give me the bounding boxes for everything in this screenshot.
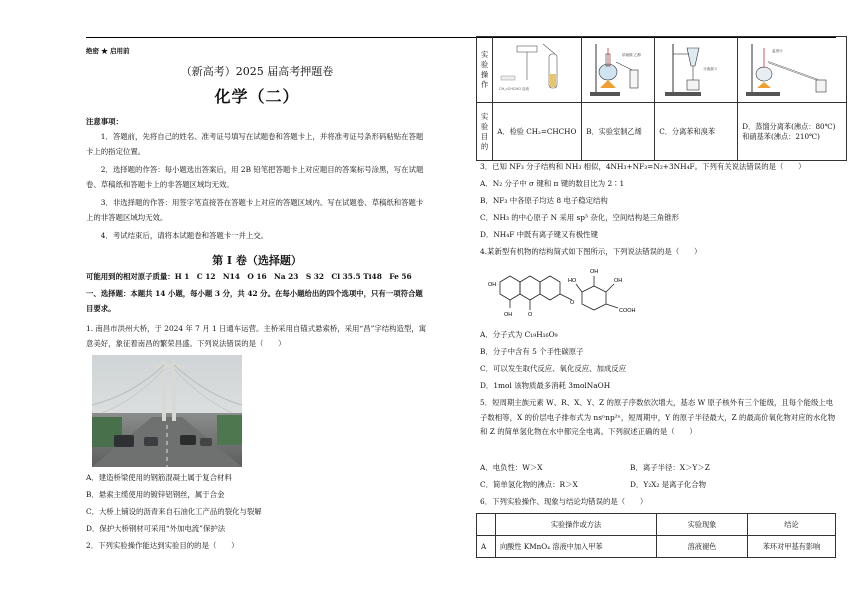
exam-title: （新高考）2025 届高考押题卷 xyxy=(180,65,334,78)
q5-option-b: B．离子半径：X＞Y＞Z xyxy=(630,463,710,472)
q6-header-phenomenon: 实验现象 xyxy=(657,514,748,536)
q4-label-oh-2: OH xyxy=(590,269,599,275)
q4-option-a: A．分子式为 C₁₉H₁₆O₉ xyxy=(480,330,558,339)
q6-header-conclusion: 结论 xyxy=(748,514,836,536)
q5-options-row2 xyxy=(480,478,836,493)
q6-header-blank xyxy=(477,514,496,536)
note-item-1: 1．答题前，先将自己的姓名、准考证号填写在试题卷和答题卡上，并将准考证号条形码粘贴在答题卡上的指定位置。 xyxy=(86,132,424,156)
q5-option-a: A．电负性：W＞X xyxy=(480,463,543,472)
q6-row-a-op: 向酸性 KMnO₄ 溶液中加入甲苯 xyxy=(496,536,657,558)
q1-option-c: C．大桥上铺设的沥青来自石油化工产品的裂化与裂解 xyxy=(86,507,262,516)
secret-mark: 绝密 ★ 启用前 xyxy=(86,47,130,55)
section-instructions: 一、选择题：本题共 14 小题，每小题 3 分，共 42 分。在每小题给出的四个选项中，只有一项符合题目要求。 xyxy=(86,289,423,313)
q4-label-oh-1: OH xyxy=(504,312,513,318)
q1-option-a: A．建造桥梁使用的钢筋混凝土属于复合材料 xyxy=(86,473,232,482)
q1-stem: 1. 南昌市洪州大桥，于 2024 年 7 月 1 日通车运营。主桥采用自锚式悬索桥，采用“昌”字结构造型，寓意美好，象征着南昌的繁荣昌盛。下列说法错误的是（ ） xyxy=(86,324,427,348)
q2-experiment-table xyxy=(476,36,847,161)
q4-label-o-2: O xyxy=(570,300,575,306)
q1-option-d: D．保护大桥钢材可采用“外加电流”保护法 xyxy=(86,524,226,533)
q4-label-oh-3: OH xyxy=(614,278,623,284)
atomic-masses: 可能用到的相对原子质量：H 1 C 12 N14 O 16 Na 23 S 32 Cl 35.5 Ti48 Fe 56 xyxy=(86,272,412,281)
q6-header-op: 实验操作或方法 xyxy=(496,514,657,536)
q4-option-d: D．1mol 该物质最多消耗 3molNaOH xyxy=(480,381,611,390)
q5-options-row1 xyxy=(480,461,836,476)
q6-row-a-conclusion: 苯环对甲基有影响 xyxy=(748,536,836,558)
q2-goal-a: A．检验 CH₂=CHCHO xyxy=(493,103,582,161)
note-item-2: 2．选择题的作答：每小题选出答案后，用 2B 铅笔把答题卡上对应题目的答案标号涂黑，写在试题卷、草稿纸和答题卡上的非答题区域均无效。 xyxy=(86,165,424,189)
section-title: 第 I 卷（选择题） xyxy=(212,254,302,267)
q2-goal-d: D．蒸馏分离苯(沸点：80℃)和硝基苯(沸点：210℃) xyxy=(738,103,847,161)
q4-structure xyxy=(486,262,656,326)
q2-stem: 2．下列实验操作能达到实验目的的是（ ） xyxy=(86,541,239,550)
q5-stem: 5．短周期主族元素 W、R、X、Y、Z 的原子序数依次增大，基态 W 原子核外有三个能级，且每个能级上电子数相等，X 的价层电子排布式为 nsⁿnp²ⁿ，短周期中，Y 的原子半径最大，Z 的最高价氧化物对应的水化物和 Z 的简单氢化物在水中都完全电离。下列叙述正确的是（ ） xyxy=(480,398,836,436)
table-row xyxy=(477,536,836,558)
notes-title: 注意事项： xyxy=(86,117,123,126)
q5-option-c: C．简单氢化物的沸点：R＞X xyxy=(480,480,578,489)
q2-apparatus-a xyxy=(493,37,582,103)
q2-b-label: 浓硫酸 乙醇 xyxy=(622,52,642,57)
q3-option-c: C．NH₃ 的中心原子 N 采用 sp³ 杂化，空间结构是三角锥形 xyxy=(480,213,680,222)
q4-stem: 4.某新型有机物的结构简式如下图所示，下列说法错误的是（ ） xyxy=(480,247,702,256)
q2-row-label-goal: 实验目的 xyxy=(477,103,493,161)
q4-option-b: B．分子中含有 5 个手性碳原子 xyxy=(480,347,584,356)
q4-option-c: C．可以发生取代反应、氧化反应、加成反应 xyxy=(480,364,627,373)
bridge-photo xyxy=(92,355,242,467)
q4-label-o-1: O xyxy=(528,312,533,318)
q6-stem: 6．下列实验操作、现象与结论均错误的是（ ） xyxy=(480,497,648,506)
q2-apparatus-d xyxy=(738,37,847,103)
q3-stem: 3．已知 NF₃ 分子结构和 NH₃ 相似，4NH₃+NF₃=N₂+3NH₄F。下列有关说法错误的是（ ） xyxy=(480,162,806,171)
q4-label-oh-4: OH xyxy=(488,282,497,288)
q3-option-b: B．NF₃ 中各原子均达 8 电子稳定结构 xyxy=(480,196,608,205)
q2-a-tube-label: CH₂=CHCHO 溶液 xyxy=(499,86,530,91)
q2-d-label: 温度计 xyxy=(772,48,783,53)
q2-apparatus-b xyxy=(582,37,655,103)
q2-apparatus-c xyxy=(655,37,738,103)
q3-option-d: D．NH₄F 中既有离子键又有极性键 xyxy=(480,230,598,239)
q5-option-d: D．Y₂X₂ 是离子化合物 xyxy=(630,480,707,489)
subject-title: 化学（二） xyxy=(214,87,300,106)
q3-option-a: A．N₂ 分子中 σ 键和 π 键的数目比为 2∶1 xyxy=(480,179,625,188)
q4-label-ho: HO xyxy=(568,278,577,284)
q6-row-a-phenomenon: 溶液褪色 xyxy=(657,536,748,558)
q4-label-cooh: COOH xyxy=(619,308,636,314)
note-item-4: 4．考试结束后，请将本试题卷和答题卡一并上交。 xyxy=(100,231,269,240)
q6-table xyxy=(476,513,836,558)
q2-goal-b: B．实验室制乙烯 xyxy=(582,103,655,161)
q2-c-label: 分液漏斗 xyxy=(703,66,718,71)
note-item-3: 3．非选择题的作答：用签字笔直接答在答题卡上对应的答题区域内。写在试题卷、草稿纸和答题卡上的非答题区域均无效。 xyxy=(86,198,424,222)
q1-option-b: B．悬索主缆使用的镀锌铝钢丝，属于合金 xyxy=(86,490,225,499)
q2-goal-c: C．分离苯和溴苯 xyxy=(655,103,738,161)
q2-row-label-op: 实验操作 xyxy=(477,37,493,103)
q6-row-a-label: A xyxy=(477,536,496,558)
